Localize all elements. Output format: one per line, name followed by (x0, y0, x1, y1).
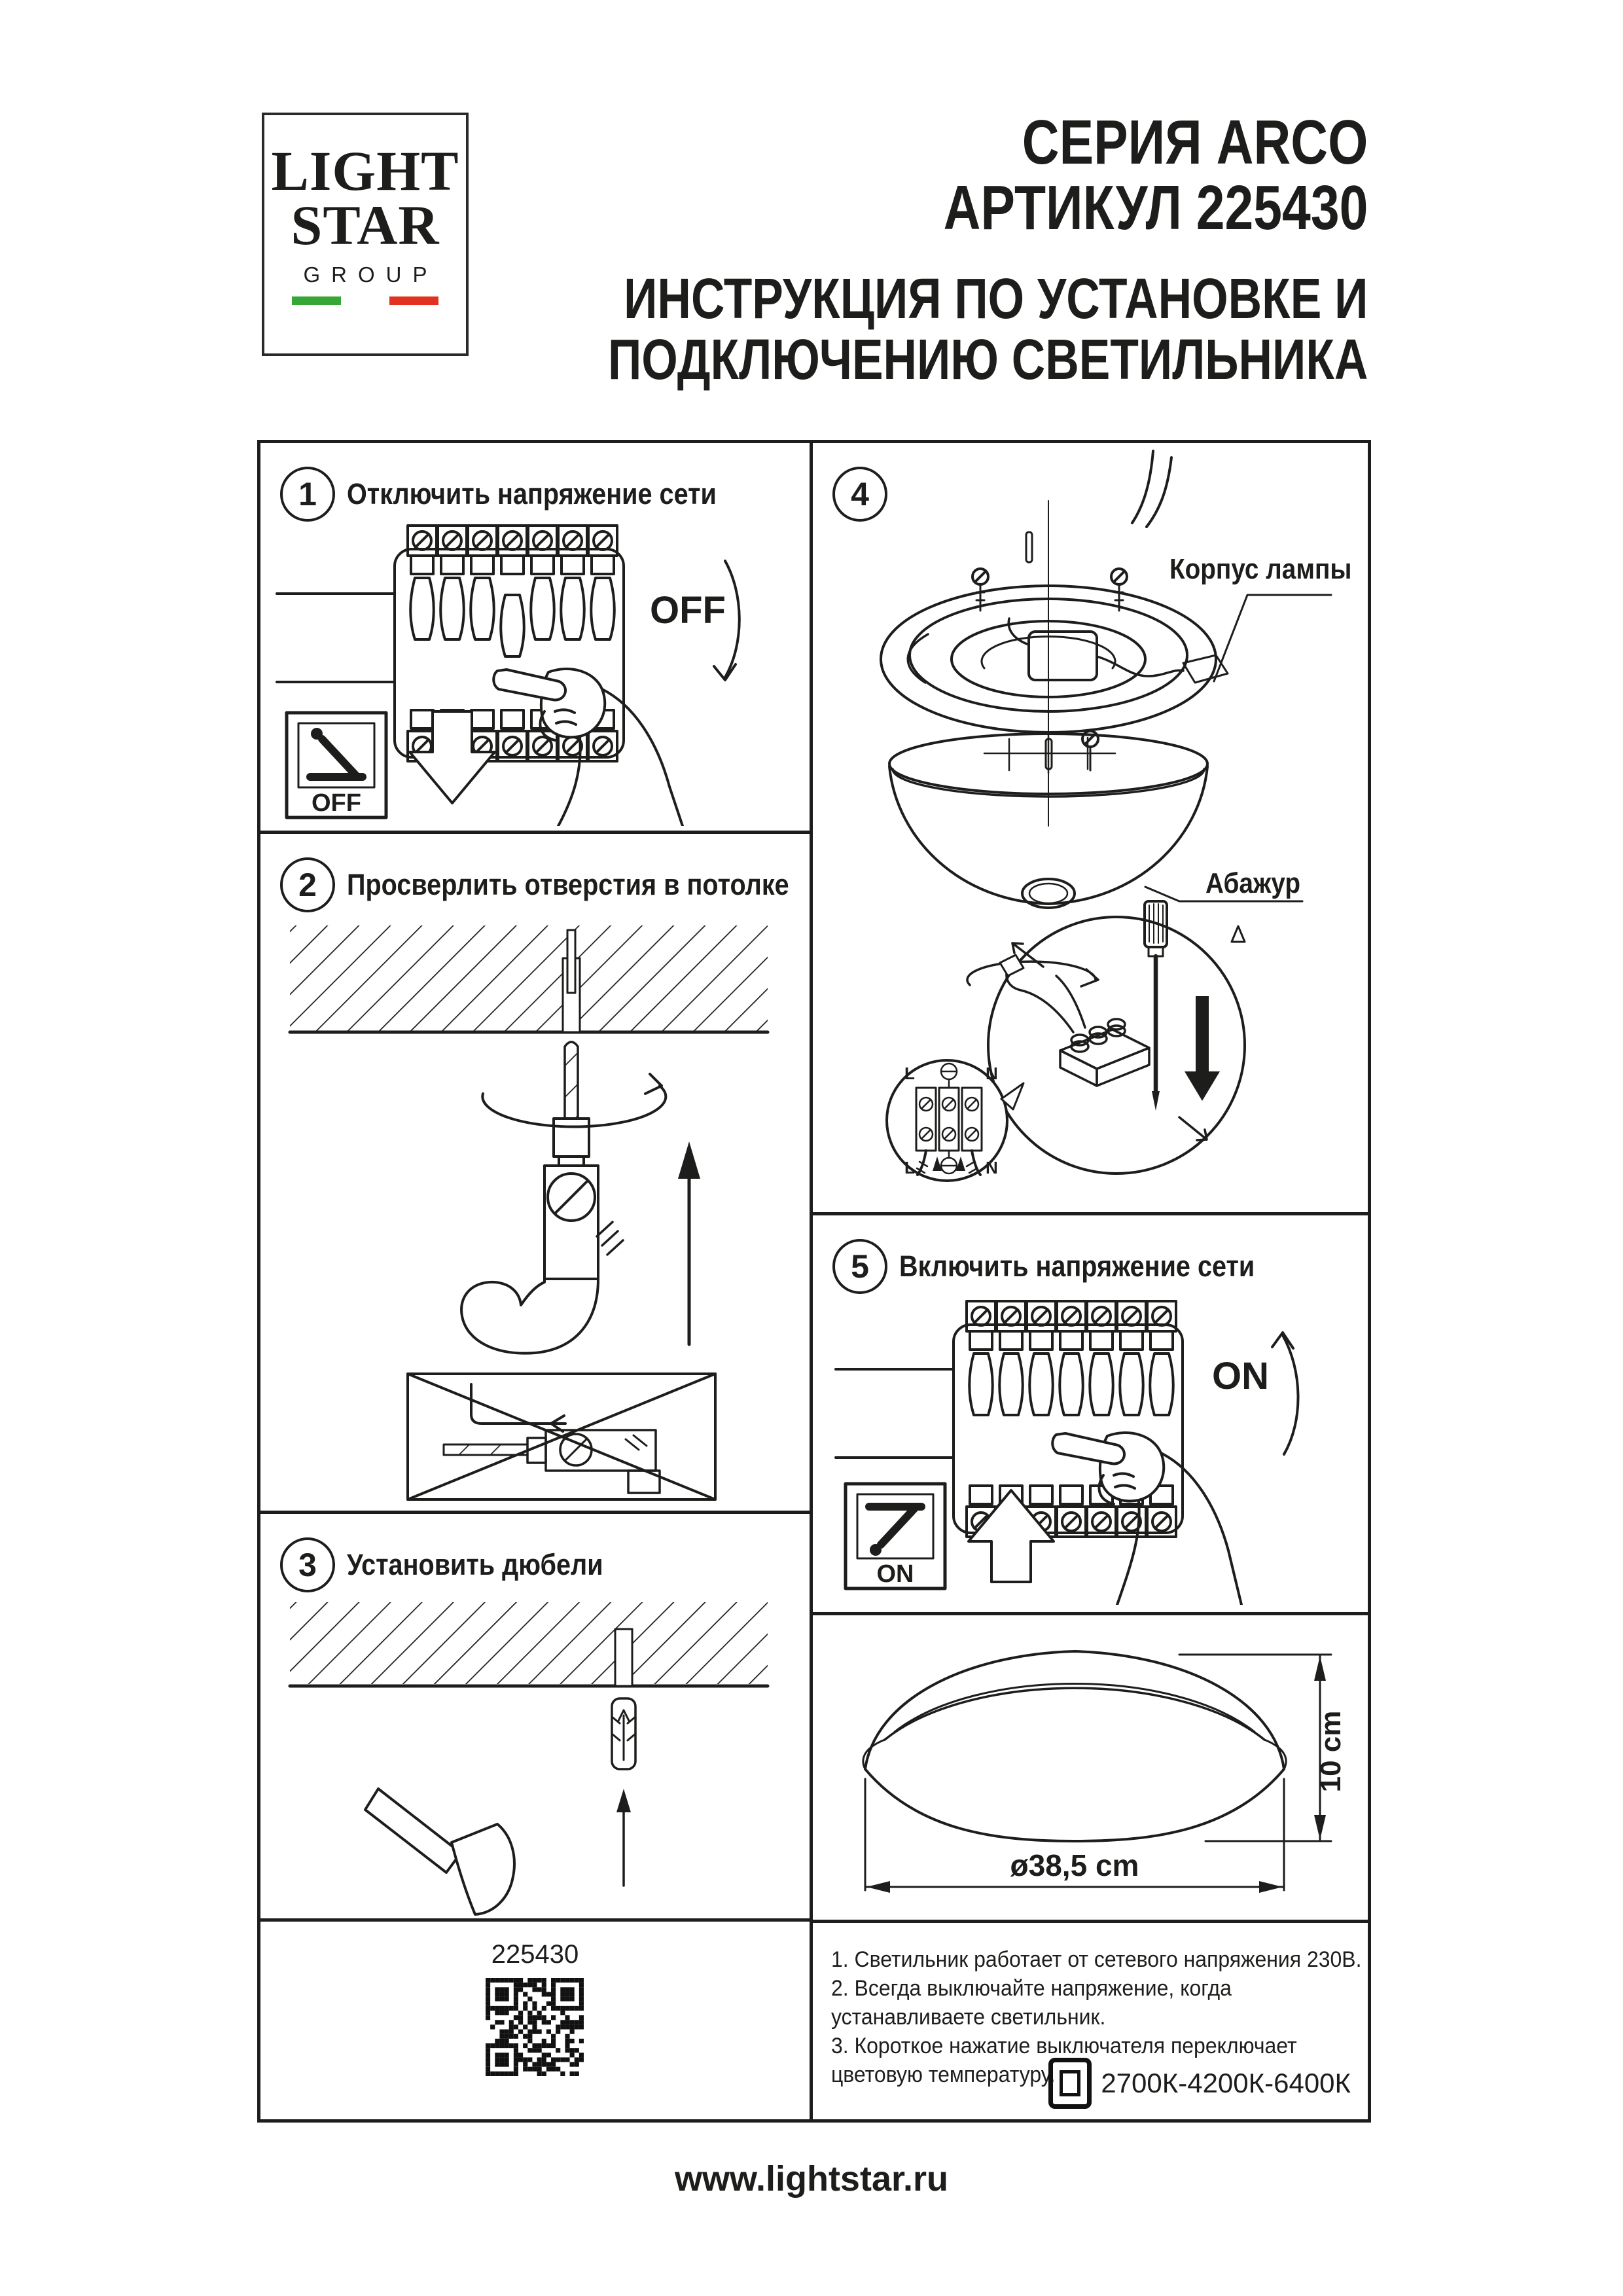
lightstar-logo (262, 113, 469, 356)
italian-flag-icon (292, 296, 438, 305)
step-title: Отключить напряжение сети (347, 477, 717, 511)
step-1-panel (260, 443, 810, 831)
off-label: OFF (650, 589, 726, 632)
step-number-badge (832, 1239, 887, 1294)
on-pictogram-label: ON (876, 1560, 914, 1588)
website-url: www.lightstar.ru (674, 2159, 949, 2198)
instruction-title-line2: ПОДКЛЮЧЕНИЮ СВЕТИЛЬНИКА (607, 327, 1368, 391)
color-temperature-row (1048, 2058, 1351, 2109)
wiring-detail-circle (988, 901, 1245, 1174)
step-title: Включить напряжение сети (899, 1249, 1255, 1283)
dimensions-panel (813, 1615, 1368, 1920)
flag-red (389, 296, 438, 305)
neutral-terminal-label: N (986, 1064, 998, 1083)
lamp-body-label: Корпус лампы (1169, 553, 1352, 585)
off-pictogram-label: OFF (312, 789, 361, 817)
drill-icon (461, 1042, 623, 1354)
step-number-badge (280, 857, 335, 912)
step-2-panel (260, 834, 810, 1511)
step-number: 5 (851, 1248, 869, 1285)
mains-wires (1132, 451, 1171, 527)
pull-arrow-icon (1179, 1117, 1207, 1140)
hollow-arrow-down-icon (410, 711, 495, 803)
line-terminal-label: L (904, 1158, 915, 1177)
document-header (607, 107, 1368, 391)
dowel-icon (612, 1698, 635, 1769)
step-3-panel (260, 1514, 810, 1918)
line-terminal-label: L (904, 1064, 915, 1083)
note-line: 1. Светильник работает от сетевого напряжения 230В. (831, 1947, 1362, 1972)
article-qr-panel (260, 1922, 810, 2119)
step-number-badge (280, 467, 335, 522)
step-number: 1 (298, 476, 317, 512)
article-title: АРТИКУЛ 225430 (943, 172, 1368, 243)
drill-ceiling-illustration (267, 922, 791, 1505)
step-number: 2 (298, 867, 317, 903)
rotation-arrow-icon (967, 961, 1098, 986)
step-number: 4 (851, 476, 869, 512)
up-arrow-icon (678, 1141, 700, 1344)
logo-word-light: LIGHT (271, 139, 459, 202)
article-number: 225430 (491, 1940, 579, 1969)
screwdriver-icon (1145, 901, 1167, 1111)
diameter-dimension-label: ø38,5 cm (1010, 1848, 1139, 1882)
logo-word-group: GROUP (303, 262, 438, 287)
neutral-terminal-label: N (986, 1158, 998, 1177)
note-line: 3. Короткое нажатие выключателя переключает (831, 2034, 1297, 2058)
breaker-on-illustration (826, 1291, 1349, 1605)
qr-code (486, 1978, 584, 2076)
height-dimension-label: 10 cm (1315, 1710, 1347, 1793)
no-drill-near-wires-warning (408, 1374, 715, 1499)
drilled-hole (615, 1629, 632, 1686)
step-5-panel (813, 1215, 1368, 1612)
dowel-hammer-illustration (267, 1599, 791, 1916)
step-number-badge (280, 1537, 335, 1592)
breaker-modules (967, 1301, 1176, 1537)
step-title: Просверлить отверстия в потолке (347, 868, 789, 901)
lamp-profile (865, 1651, 1284, 1841)
flag-green (292, 296, 341, 305)
instruction-grid (257, 440, 1371, 2123)
step-number: 3 (298, 1547, 317, 1583)
step-4-panel (813, 443, 1368, 1212)
flag-white (341, 296, 390, 305)
height-dimension (1179, 1655, 1331, 1841)
logo-word-star: STAR (291, 193, 440, 257)
on-label: ON (1212, 1355, 1269, 1397)
lampshade-label: Абажур (1205, 867, 1301, 899)
hammer-icon (365, 1789, 514, 1914)
wall-switch-icon (1048, 2058, 1092, 2109)
lamp-body-leader-line (1214, 595, 1331, 681)
note-line: устанавливаете светильник. (831, 2005, 1106, 2030)
ceiling-hatch (290, 925, 768, 1031)
note-line: 2. Всегда выключайте напряжение, когда (831, 1976, 1232, 2001)
lampshade-leader-line (1145, 887, 1302, 901)
lamp-assembly-illustration (813, 443, 1368, 1212)
notes-panel (813, 1923, 1368, 2119)
press-arrow-icon (1185, 996, 1220, 1101)
series-title: СЕРИЯ ARCO (1022, 107, 1368, 177)
step-title: Установить дюбели (347, 1548, 603, 1581)
lamp-dimensions-drawing (813, 1615, 1368, 1920)
breaker-off-illustration (267, 515, 791, 826)
curved-arrow-up-icon (1272, 1333, 1298, 1454)
switched-off-module (498, 526, 527, 761)
instruction-title-line1: ИНСТРУКЦИЯ ПО УСТАНОВКЕ И (623, 266, 1368, 331)
lamp-body-drawing (881, 501, 1228, 826)
note-line: цветовую температуру. (831, 2062, 1056, 2087)
color-temperature-label: 2700К-4200К-6400К (1101, 2068, 1351, 2098)
ceiling-hatch (290, 1602, 768, 1684)
terminal-block-3d (1060, 1019, 1149, 1086)
up-arrow-icon (616, 1789, 631, 1886)
